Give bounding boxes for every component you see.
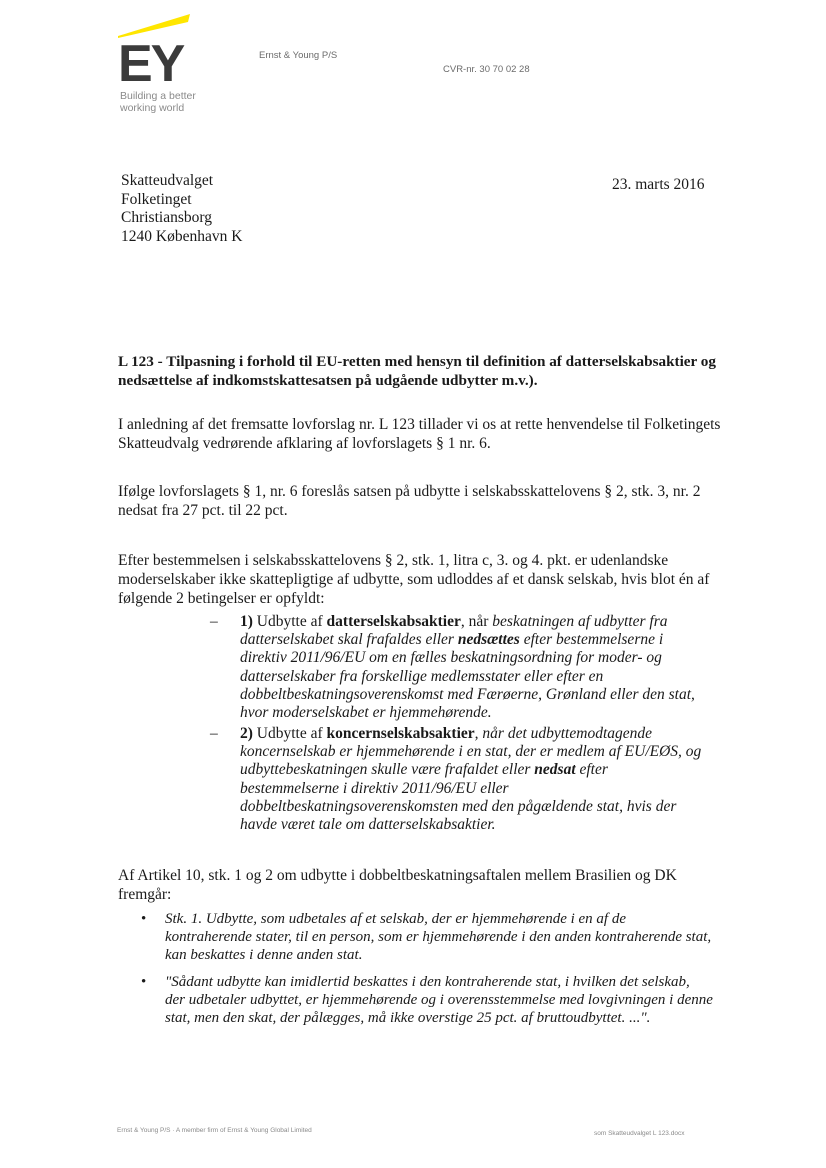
quote-text: "Sådant udbytte kan imidlertid beskattes i den kontraherende stat, i hvilken det selskab, der udbetaler udbyttet, er hjemmehørende og i overensstemmelse med lovgivningen i denne stat, men den skat, der pålægges, må ikke overstige 25 pct. af bruttoudbyttet. ...". xyxy=(165,974,713,1026)
paragraph-intro: I anledning af det fremsatte lovforslag nr. L 123 tillader vi os at rette henvendelse til Folketingets Skatteudvalg vedrørende afklaring af lovforslagets § 1 nr. 6. xyxy=(118,416,721,452)
recipient-address xyxy=(121,172,242,246)
paragraph-conditions: Efter bestemmelsen i selskabsskattelovens § 2, stk. 1, litra c, 3. og 4. pkt. er udenlandske moderselskaber ikke skattepligtige af udbytte, som udloddes af et dansk selskab, hvis blot én af følgende 2 betingelser er opfyldt: xyxy=(118,552,710,607)
letter-date: 23. marts 2016 xyxy=(612,176,705,193)
treaty-quote-1 xyxy=(141,910,713,964)
item-bold-italic-term: nedsættes xyxy=(457,631,520,649)
paragraph-treaty: Af Artikel 10, stk. 1 og 2 om udbytte i dobbeltbeskatningsaftalen mellem Brasilien og DK fremgår: xyxy=(118,867,677,903)
item-text: Udbytte af xyxy=(252,613,327,630)
item-number: 1) xyxy=(240,613,253,630)
recipient-line: Folketinget xyxy=(121,190,192,208)
item-italic-text: , når det udbyttemodtagende koncernselskab er hjemmehørende i en stat, der er medlem af EU/EØS, og udbyttebeskatningen skulle være frafaldet eller xyxy=(240,725,702,779)
recipient-line: 1240 København K xyxy=(121,227,243,245)
tagline-line1: Building a better xyxy=(120,90,196,102)
condition-item-1 xyxy=(210,613,710,722)
bullet-marker: • xyxy=(141,911,147,927)
item-italic-text: efter bestemmelserne i direktiv 2011/96/EU om en fælles beskatningsordning for moder- og datterselskaber fra forskellige medlemsstater eller efter en dobbeltbeskatningsoverenskomst med Færøerne, Grønland eller den stat, hvor moderselskabet er hjemmehørende. xyxy=(240,631,695,722)
item-text: Udbytte af xyxy=(252,725,327,742)
treaty-quote-2 xyxy=(141,973,713,1027)
footer-company: Ernst & Young P/S · A member firm of Ernst & Young Global Limited xyxy=(117,1127,312,1134)
condition-item-2 xyxy=(210,725,710,834)
ey-logo: EY xyxy=(118,35,184,93)
item-bold-term: koncernselskabsaktier xyxy=(326,725,475,742)
footer-filename: som Skatteudvalget L 123.docx xyxy=(594,1130,685,1137)
item-italic-text: beskatningen af udbytter fra datterselskabet skal frafaldes eller xyxy=(240,613,668,649)
bullet-marker: • xyxy=(141,974,147,990)
dash-marker: – xyxy=(210,725,218,742)
item-number: 2) xyxy=(240,725,253,742)
letter-subject: L 123 - Tilpasning i forhold til EU-retten med hensyn til definition af datterselskabsaktier og nedsættelse af indkomstskattesatsen på udgående udbytter m.v.). xyxy=(118,353,716,389)
tagline-line2: working world xyxy=(120,102,185,114)
item-text: , når xyxy=(460,613,493,630)
ey-tagline xyxy=(120,90,196,114)
quote-text: Stk. 1. Udbytte, som udbetales af et selskab, der er hjemmehørende i en af de kontraherende stater, til en person, som er hjemmehørende i den anden kontraherende stat, kan beskattes i denne anden stat. xyxy=(165,911,712,963)
company-name: Ernst & Young P/S xyxy=(259,50,338,61)
recipient-line: Christiansborg xyxy=(121,209,212,226)
item-italic-text: efter bestemmelserne i direktiv 2011/96/EU eller dobbeltbeskatningsoverenskomsten med den pågældende stat, hvis der havde været tale om datterselskabsaktier. xyxy=(240,761,677,834)
paragraph-proposal: Ifølge lovforslagets § 1, nr. 6 foreslås satsen på udbytte i selskabsskattelovens § 2, stk. 3, nr. 2 nedsat fra 27 pct. til 22 pct. xyxy=(118,483,701,519)
item-bold-italic-term: nedsat xyxy=(534,761,576,779)
dash-marker: – xyxy=(210,613,218,630)
item-bold-term: datterselskabsaktier xyxy=(326,613,461,630)
recipient-line: Skatteudvalget xyxy=(121,172,214,189)
cvr-number: CVR-nr. 30 70 02 28 xyxy=(443,64,530,75)
